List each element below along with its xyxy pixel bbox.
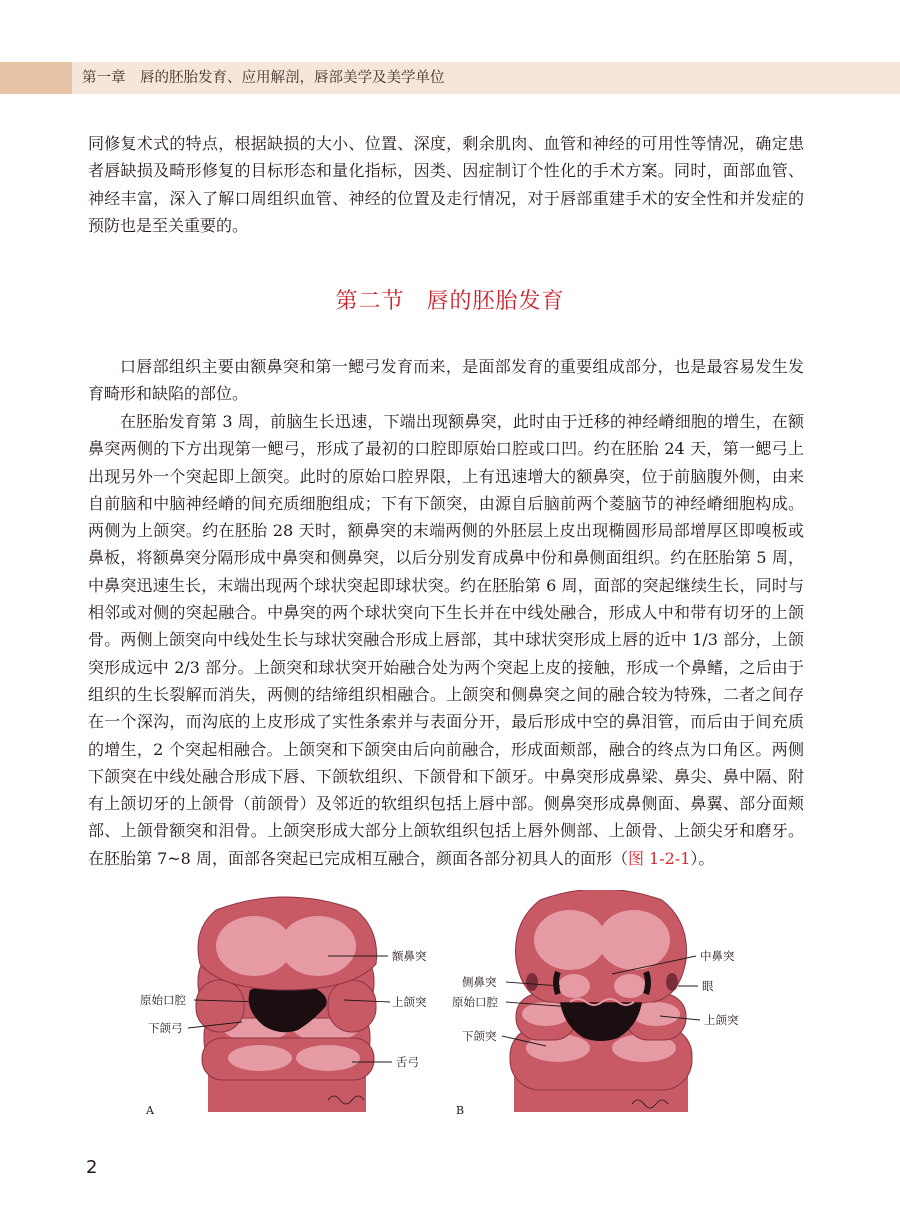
label-medial-nasal: 中鼻突 [700, 949, 735, 963]
label-maxillary-a: 上颌突 [392, 995, 427, 1009]
label-primitive-oral-b: 原始口腔 [452, 995, 498, 1009]
label-frontonasal: 额鼻突 [392, 949, 427, 963]
figure-panel-a [130, 890, 430, 1120]
panel-b-letter: B [456, 1104, 465, 1117]
body-paragraph-2 [88, 408, 804, 872]
figure-reference-link[interactable]: 图 1-2-1 [627, 848, 691, 868]
body-paragraph-1: 口唇部组织主要由额鼻突和第一鳃弓发育而来，是面部发育的重要组成部分，也是最容易发生发育畸形和缺陷的部位。 [88, 357, 804, 404]
panel-a-letter: A [146, 1104, 154, 1117]
section-title: 唇的胚胎发育 [426, 289, 565, 314]
body-paragraph-2-end: ）。 [690, 848, 715, 868]
page-number: 2 [86, 1157, 98, 1178]
panel-a-embryo-illustration [196, 897, 377, 1112]
body-paragraph-2-text: 在胚胎发育第 3 周，前脑生长迅速，下端出现额鼻突，此时由于迁移的神经嵴细胞的增生，在额鼻突两侧的下方出现第一鳃弓，形成了最初的口腔即原始口腔或口凹。约在胚胎 24 天，第一鳃弓上出现另外一个突起即上颌突。此时的原始口腔界限，上有迅速增大的额鼻突，位于前脑腹外侧，由来自前脑和中脑神经嵴的间充质细胞组成；下有下颌突，由源自后脑前两个菱脑节的神经嵴细胞构成。两侧为上颌突。约在胚胎 28 天时，额鼻突的末端两侧的外胚层上皮出现椭圆形局部增厚区即嗅板或鼻板，将额鼻突分隔形成中鼻突和侧鼻突，以后分别发育成鼻中份和鼻侧面组织。约在胚胎第 5 周，中鼻突迅速生长，末端出现两个球状突起即球状突。约在胚胎第 6 周，面部的突起继续生长，同时与相邻或对侧的突起融合。中鼻突的两个球状突向下生长并在中线处融合，形成人中和带有切牙的上颌骨。两侧上颌突向中线处生长与球状突融合形成上唇部，其中球状突形成上唇的近中 1/3 部分，上颌突形成远中 2/3 部分。上颌突和球状突开始融合处为两个突起上皮的接触，形成一个鼻鳍，之后由于组织的生长裂解而消失，两侧的结缔组织相融合。上颌突和侧鼻突之间的融合较为特殊，二者之间存在一个深沟，而沟底的上皮形成了实性条索并与表面分开，最后形成中空的鼻泪管，而后由于间充质的增生，2 个突起相融合。上颌突和下颌突由后向前融合，形成面颊部，融合的终点为口角区。两侧下颌突在中线处融合形成下唇、下颌软组织、下颌骨和下颌牙。中鼻突形成鼻梁、鼻尖、鼻中隔、附有上颌切牙的上颌骨（前颌骨）及邻近的软组织包括上唇中部。侧鼻突形成鼻侧面、鼻翼、部分面颊部、上颌骨额突和泪骨。上颌突形成大部分上颌软组织包括上唇外侧部、上颌骨、上颌尖牙和磨牙。在胚胎第 7~8 周，面部各突起已完成相互融合，颜面各部分初具人的面形（ [88, 412, 804, 868]
label-hyoid-arch: 舌弓 [396, 1055, 419, 1069]
label-mandibular-arch: 下颌弓 [148, 1021, 183, 1035]
intro-paragraph: 同修复术式的特点，根据缺损的大小、位置、深度，剩余肌肉、血管和神经的可用性等情况，确定患者唇缺损及畸形修复的目标形态和量化指标，因类、因症制订个性化的手术方案。同时，面部血管、神经丰富，深入了解口周组织血管、神经的位置及走行情况，对于唇部重建手术的安全性和并发症的预防也是至关重要的。 [88, 134, 804, 235]
section-number: 第二节 [335, 289, 405, 314]
label-eye: 眼 [702, 979, 714, 993]
label-lateral-nasal: 侧鼻突 [462, 975, 497, 989]
section-heading [0, 284, 900, 315]
label-primitive-oral-a: 原始口腔 [140, 993, 186, 1007]
running-header-title: 第一章 唇的胚胎发育、应用解剖，唇部美学及美学单位 [82, 70, 445, 86]
label-maxillary-b: 上颌突 [704, 1013, 739, 1027]
figure-panel-b [450, 890, 770, 1120]
header-accent-block [0, 62, 72, 94]
label-mandibular-b: 下颌突 [462, 1029, 497, 1043]
panel-b-embryo-illustration [510, 890, 692, 1112]
